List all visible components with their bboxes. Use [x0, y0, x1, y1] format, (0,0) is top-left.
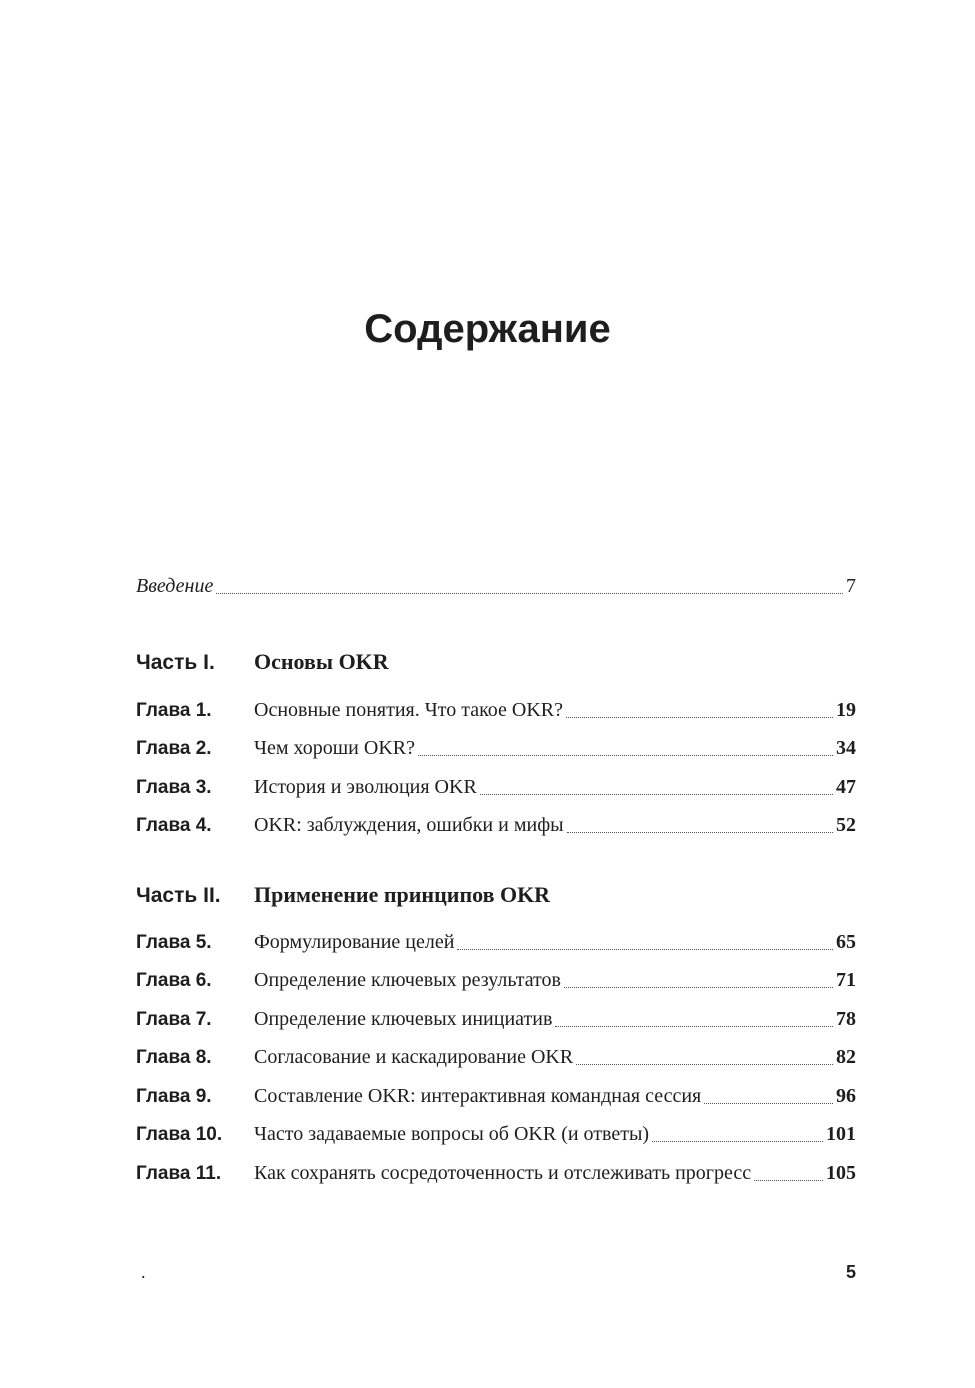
toc-entry-chapter-2[interactable]	[136, 735, 856, 761]
toc-entry-chapter-5[interactable]	[136, 929, 856, 955]
chapter-page: 82	[836, 1046, 856, 1068]
dot-leader	[564, 973, 833, 993]
toc-entry-intro[interactable]	[136, 573, 856, 599]
dot-leader	[216, 579, 843, 599]
dot-leader	[754, 1166, 823, 1186]
chapter-label: Глава 9.	[136, 1086, 212, 1107]
chapter-title: Часто задаваемые вопросы об OKR (и ответы)	[254, 1123, 650, 1145]
chapter-title: Формулирование целей	[254, 931, 455, 953]
toc-part-2	[136, 880, 856, 911]
dot-leader	[567, 818, 833, 838]
chapter-page: 96	[836, 1085, 856, 1107]
chapter-page: 47	[836, 776, 856, 798]
chapter-label: Глава 3.	[136, 777, 212, 798]
chapter-label: Глава 1.	[136, 700, 212, 721]
chapter-label: Глава 4.	[136, 815, 212, 836]
toc-entry-page: 7	[846, 575, 856, 597]
dot-leader	[704, 1089, 833, 1109]
chapter-page: 19	[836, 699, 856, 721]
toc-entry-chapter-1[interactable]	[136, 697, 856, 723]
part-label: Часть II.	[136, 884, 221, 907]
chapter-label: Глава 11.	[136, 1163, 222, 1184]
dot-leader	[576, 1050, 833, 1070]
chapter-title: Определение ключевых результатов	[254, 969, 561, 991]
chapter-page: 78	[836, 1008, 856, 1030]
chapter-title: Согласование и каскадирование OKR	[254, 1046, 574, 1068]
chapter-title: История и эволюция OKR	[254, 776, 477, 798]
toc-entry-chapter-7[interactable]	[136, 1006, 856, 1032]
dot-leader	[555, 1012, 833, 1032]
chapter-label: Глава 2.	[136, 738, 212, 759]
chapter-page: 101	[826, 1123, 856, 1145]
toc-entry-chapter-4[interactable]	[136, 812, 856, 838]
toc-entry-chapter-3[interactable]	[136, 774, 856, 800]
dot-leader	[457, 935, 833, 955]
chapter-title: OKR: заблуждения, ошибки и мифы	[254, 814, 564, 836]
chapter-title: Определение ключевых инициатив	[254, 1008, 553, 1030]
chapter-title: Как сохранять сосредоточенность и отслеживать прогресс	[254, 1162, 752, 1184]
chapter-title: Составление OKR: интерактивная командная сессия	[254, 1085, 702, 1107]
chapter-title: Чем хороши OKR?	[254, 737, 415, 759]
part-title: Основы OKR	[254, 649, 389, 674]
page-title: Содержание	[364, 307, 611, 351]
chapter-page: 105	[826, 1162, 856, 1184]
toc-entry-chapter-6[interactable]	[136, 967, 856, 993]
footer-mark: .	[141, 1262, 146, 1282]
dot-leader	[480, 780, 833, 800]
part-label: Часть I.	[136, 651, 215, 674]
chapter-label: Глава 10.	[136, 1124, 223, 1145]
toc-entry-chapter-9[interactable]	[136, 1083, 856, 1109]
chapter-page: 65	[836, 931, 856, 953]
chapter-page: 34	[836, 737, 856, 759]
chapter-label: Глава 8.	[136, 1047, 212, 1068]
part-title: Применение принципов OKR	[254, 882, 551, 907]
page-number: 5	[845, 1262, 856, 1282]
chapter-label: Глава 7.	[136, 1009, 212, 1030]
chapter-label: Глава 6.	[136, 970, 212, 991]
chapter-page: 52	[836, 814, 856, 836]
toc-entry-chapter-8[interactable]	[136, 1044, 856, 1070]
dot-leader	[652, 1127, 823, 1147]
dot-leader	[418, 741, 833, 761]
chapter-label: Глава 5.	[136, 932, 212, 953]
toc-part-1	[136, 647, 856, 678]
toc-entry-chapter-11[interactable]	[136, 1160, 856, 1186]
toc-entry-title: Введение	[136, 575, 214, 597]
chapter-page: 71	[836, 969, 856, 991]
chapter-title: Основные понятия. Что такое OKR?	[254, 699, 563, 721]
dot-leader	[566, 703, 833, 723]
toc-entry-chapter-10[interactable]	[136, 1121, 856, 1147]
